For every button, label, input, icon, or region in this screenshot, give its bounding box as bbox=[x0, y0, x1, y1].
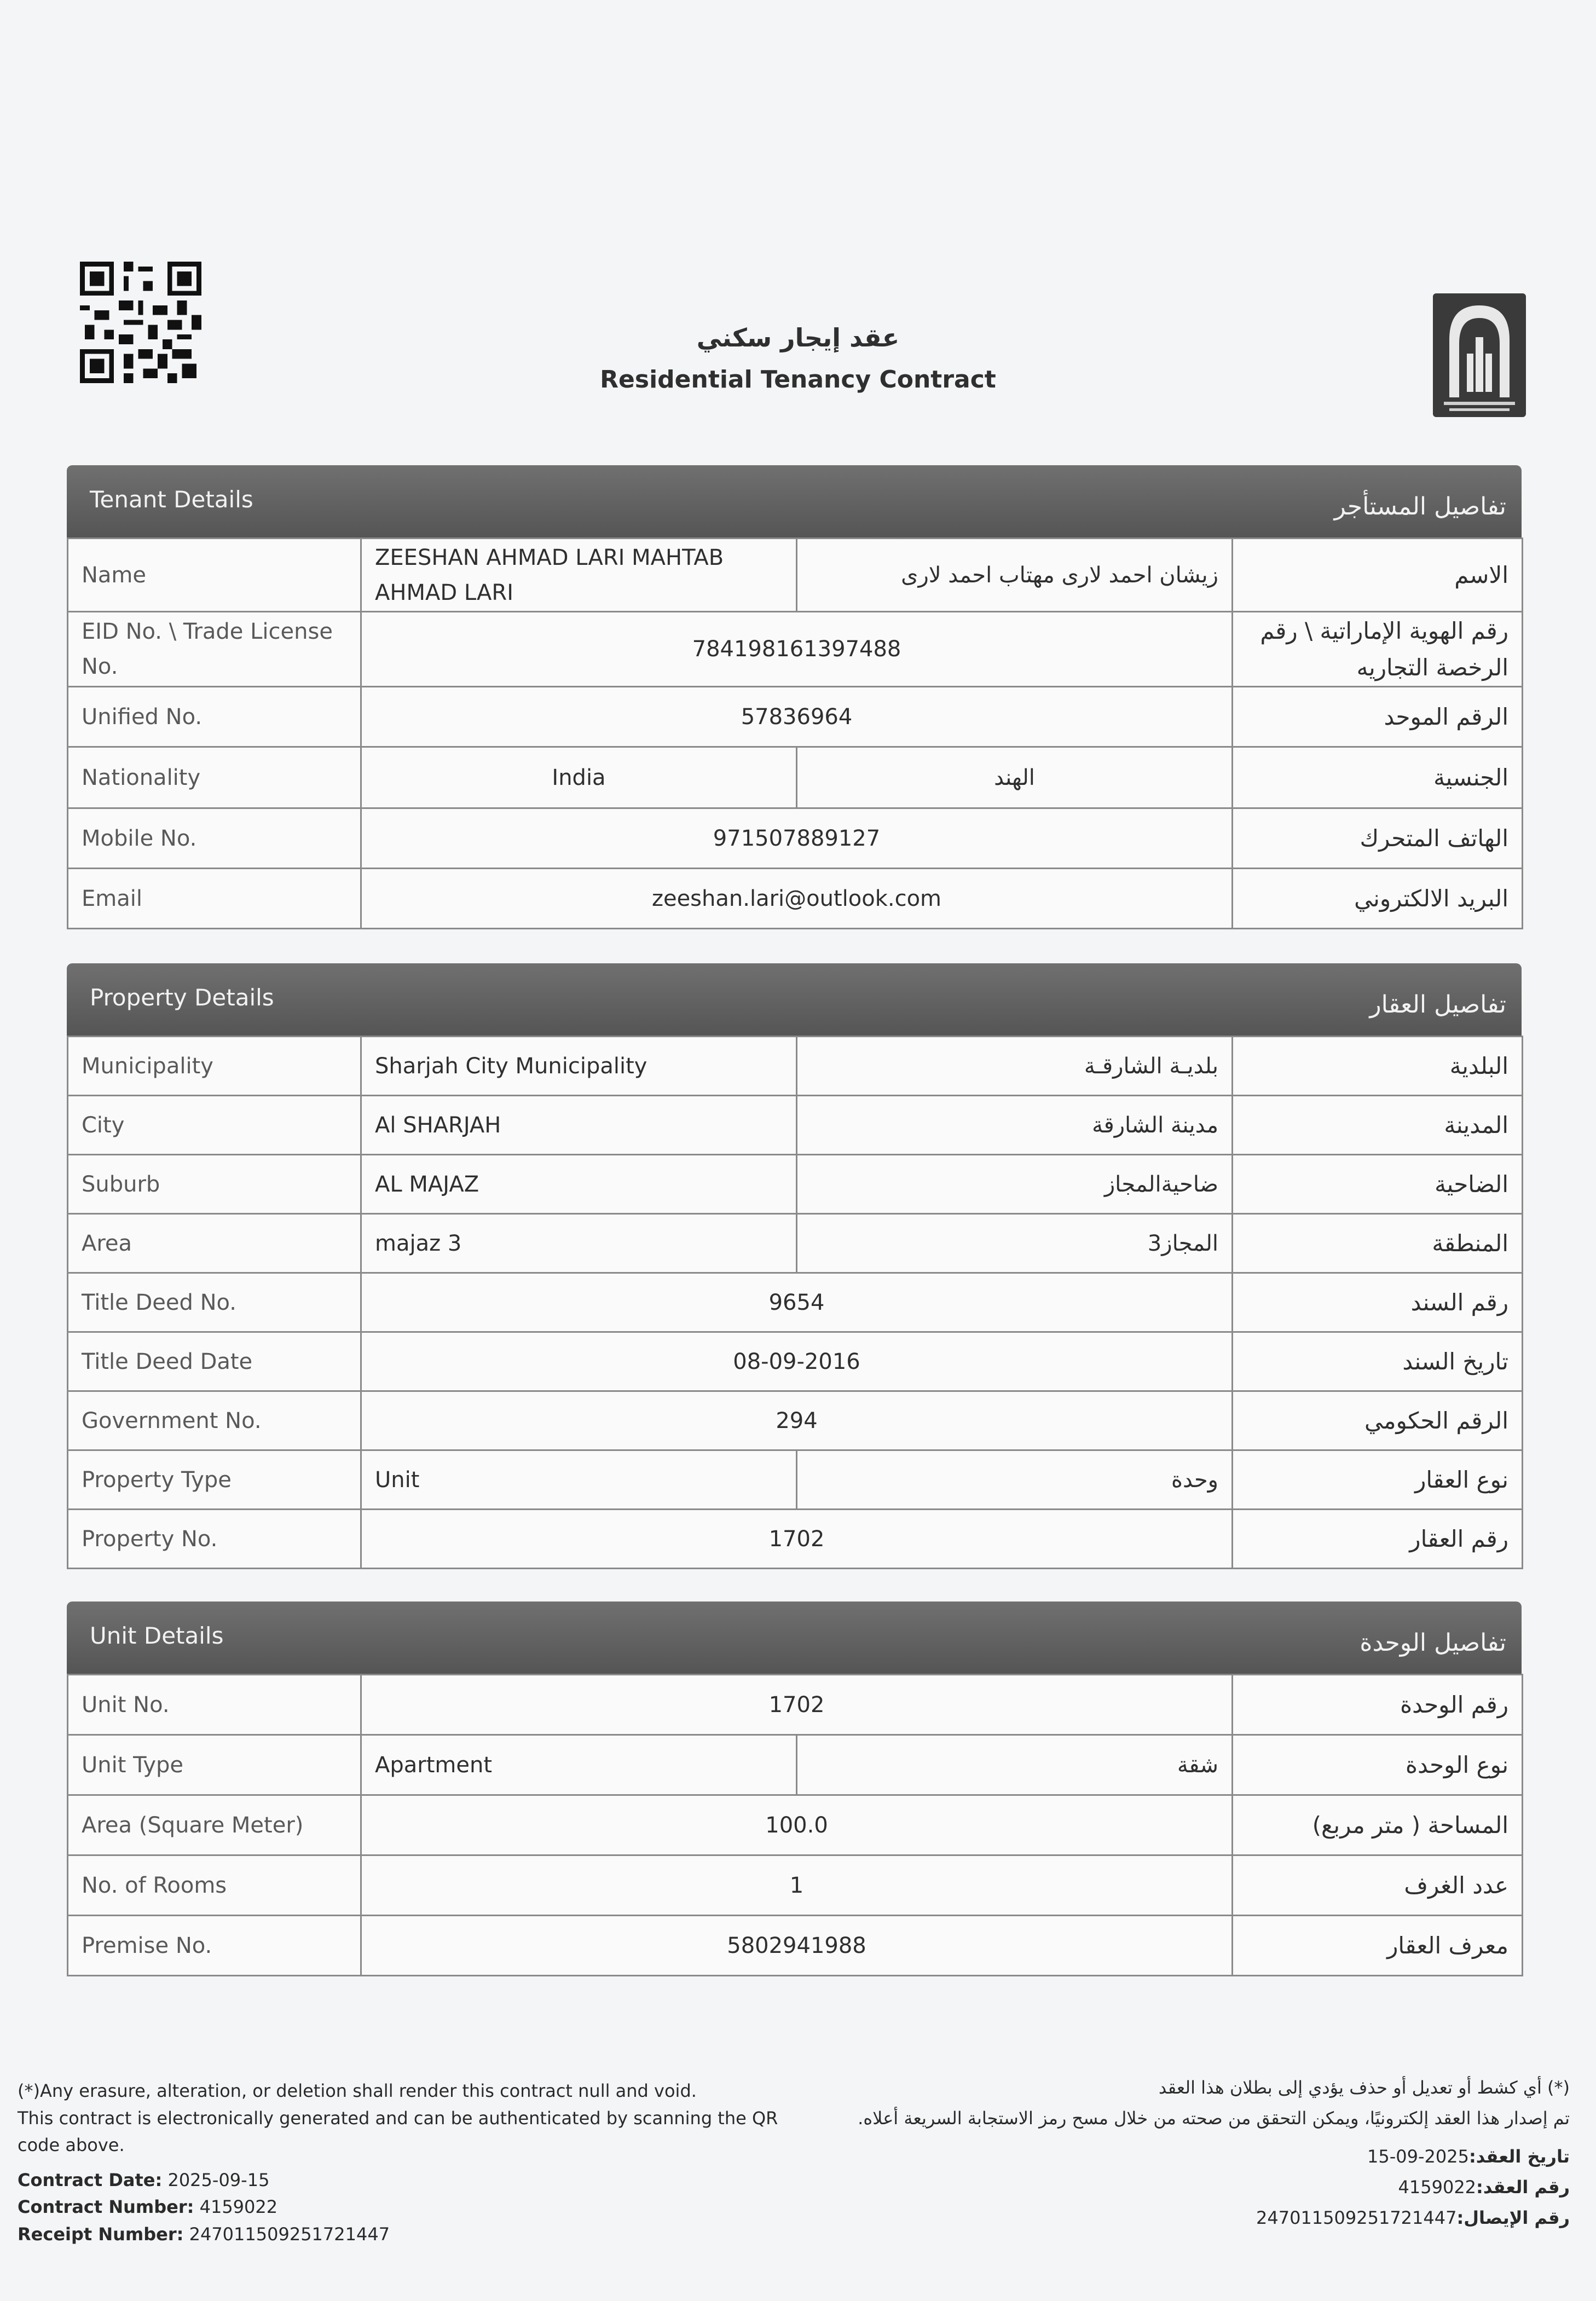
unit-type-value-ar: شقة bbox=[797, 1735, 1233, 1795]
label-ar: الهاتف المتحرك bbox=[1233, 808, 1523, 869]
label-en: Unit Type bbox=[68, 1735, 361, 1795]
label-en: Government No. bbox=[68, 1391, 361, 1450]
unit-details-heading-en: Unit Details bbox=[90, 1622, 224, 1649]
label-ar: رقم الهوية الإماراتية \ رقم الرخصة التجاريه bbox=[1233, 612, 1523, 687]
table-row bbox=[68, 869, 1523, 929]
receipt-number-label: Receipt Number: bbox=[18, 2223, 184, 2245]
table-row bbox=[68, 1391, 1523, 1450]
contract-date-row bbox=[18, 2167, 795, 2194]
label-en: Premise No. bbox=[68, 1916, 361, 1976]
label-en: Property No. bbox=[68, 1510, 361, 1569]
contract-number-row bbox=[18, 2194, 795, 2221]
city-value-ar: مدينة الشارقة bbox=[797, 1096, 1233, 1155]
label-ar: نوع العقار bbox=[1233, 1450, 1523, 1510]
unit-details-header bbox=[67, 1602, 1522, 1674]
eid-value: 784198161397488 bbox=[361, 612, 1233, 687]
qr-code-icon bbox=[80, 262, 201, 383]
table-row bbox=[68, 808, 1523, 869]
label-ar: رقم العقار bbox=[1233, 1510, 1523, 1569]
premise-no-value: 5802941988 bbox=[361, 1916, 1233, 1976]
label-ar: المنطقة bbox=[1233, 1214, 1523, 1273]
table-row bbox=[68, 747, 1523, 808]
footer-arabic bbox=[847, 2072, 1570, 2233]
table-row bbox=[68, 1510, 1523, 1569]
area-value-en: majaz 3 bbox=[361, 1214, 797, 1273]
table-row bbox=[68, 1735, 1523, 1795]
label-ar: البريد الالكتروني bbox=[1233, 869, 1523, 929]
suburb-value-ar: ضاحيةالمجاز bbox=[797, 1155, 1233, 1214]
deed-date-value: 08-09-2016 bbox=[361, 1332, 1233, 1391]
nationality-value-en: India bbox=[361, 747, 797, 808]
label-en: Mobile No. bbox=[68, 808, 361, 869]
label-ar: الجنسية bbox=[1233, 747, 1523, 808]
label-ar: الضاحية bbox=[1233, 1155, 1523, 1214]
deed-no-value: 9654 bbox=[361, 1273, 1233, 1332]
name-value-en: ZEESHAN AHMAD LARI MAHTAB AHMAD LARI bbox=[361, 539, 797, 612]
tenant-details-table bbox=[67, 537, 1523, 929]
mobile-value: 971507889127 bbox=[361, 808, 1233, 869]
email-value: zeeshan.lari@outlook.com bbox=[361, 869, 1233, 929]
label-en: EID No. \ Trade License No. bbox=[68, 612, 361, 687]
municipality-value-en: Sharjah City Municipality bbox=[361, 1037, 797, 1096]
tenant-details-heading-ar: تفاصيل المستأجر bbox=[1334, 493, 1506, 521]
label-en: Title Deed Date bbox=[68, 1332, 361, 1391]
label-en: Email bbox=[68, 869, 361, 929]
label-en: City bbox=[68, 1096, 361, 1155]
authentication-note-en: This contract is electronically generated and can be authenticated by scanning the QR code above. bbox=[18, 2107, 778, 2156]
table-row bbox=[68, 1214, 1523, 1273]
contract-number-label: Contract Number: bbox=[18, 2196, 194, 2218]
contract-date-value-ar: 2025-09-15 bbox=[1367, 2146, 1469, 2167]
title-english: Residential Tenancy Contract bbox=[600, 366, 996, 394]
property-type-value-ar: وحدة bbox=[797, 1450, 1233, 1510]
contract-date-label: Contract Date: bbox=[18, 2169, 163, 2190]
government-no-value: 294 bbox=[361, 1391, 1233, 1450]
authentication-note-ar: تم إصدار هذا العقد إلكترونيًا، ويمكن التحقق من صحته من خلال مسح رمز الاستجابة السريعة أعلاه. bbox=[858, 2108, 1570, 2129]
unit-details-section bbox=[67, 1602, 1522, 1976]
property-details-section bbox=[67, 963, 1522, 1569]
contract-date-label-ar: تاريخ العقد: bbox=[1468, 2146, 1570, 2167]
label-ar: رقم السند bbox=[1233, 1273, 1523, 1332]
tenant-details-section bbox=[67, 465, 1522, 929]
label-en: Unified No. bbox=[68, 687, 361, 747]
label-en: No. of Rooms bbox=[68, 1855, 361, 1916]
name-value-ar: زيشان احمد لارى مهتاب احمد لارى bbox=[797, 539, 1233, 612]
table-row bbox=[68, 1916, 1523, 1976]
receipt-number-row-ar bbox=[847, 2202, 1570, 2233]
label-en: Name bbox=[68, 539, 361, 612]
table-row bbox=[68, 1155, 1523, 1214]
tenant-details-heading-en: Tenant Details bbox=[90, 486, 253, 513]
disclaimer-ar: (*) أي كشط أو تعديل أو حذف يؤدي إلى بطلان هذا العقد bbox=[1158, 2077, 1570, 2098]
label-en: Title Deed No. bbox=[68, 1273, 361, 1332]
label-ar: نوع الوحدة bbox=[1233, 1735, 1523, 1795]
label-en: Suburb bbox=[68, 1155, 361, 1214]
table-row bbox=[68, 1096, 1523, 1155]
property-details-header bbox=[67, 963, 1522, 1036]
receipt-number-row bbox=[18, 2221, 795, 2248]
table-row bbox=[68, 1795, 1523, 1855]
receipt-number-label-ar: رقم الإيصال: bbox=[1456, 2207, 1570, 2228]
label-en: Area (Square Meter) bbox=[68, 1795, 361, 1855]
title-arabic: عقد إيجار سكني bbox=[696, 323, 900, 352]
label-ar: الاسم bbox=[1233, 539, 1523, 612]
unit-details-heading-ar: تفاصيل الوحدة bbox=[1360, 1629, 1506, 1657]
contract-number-value-ar: 4159022 bbox=[1398, 2177, 1477, 2198]
label-ar: المدينة bbox=[1233, 1096, 1523, 1155]
table-row bbox=[68, 1675, 1523, 1735]
disclaimer-en: (*)Any erasure, alteration, or deletion shall render this contract null and void. bbox=[18, 2080, 697, 2101]
area-value-ar: المجاز3 bbox=[797, 1214, 1233, 1273]
unit-type-value-en: Apartment bbox=[361, 1735, 797, 1795]
label-ar: البلدية bbox=[1233, 1037, 1523, 1096]
contract-date-value: 2025-09-15 bbox=[167, 2169, 270, 2190]
contract-meta-en bbox=[18, 2167, 795, 2248]
label-en: Property Type bbox=[68, 1450, 361, 1510]
property-details-table bbox=[67, 1036, 1523, 1569]
label-ar: الرقم الموحد bbox=[1233, 687, 1523, 747]
property-details-heading-en: Property Details bbox=[90, 984, 274, 1011]
property-type-value-en: Unit bbox=[361, 1450, 797, 1510]
unit-no-value: 1702 bbox=[361, 1675, 1233, 1735]
rooms-value: 1 bbox=[361, 1855, 1233, 1916]
unit-details-table bbox=[67, 1674, 1523, 1976]
table-row bbox=[68, 1855, 1523, 1916]
unified-value: 57836964 bbox=[361, 687, 1233, 747]
label-ar: المساحة ( متر مربع) bbox=[1233, 1795, 1523, 1855]
city-value-en: Al SHARJAH bbox=[361, 1096, 797, 1155]
label-ar: معرف العقار bbox=[1233, 1916, 1523, 1976]
label-en: Nationality bbox=[68, 747, 361, 808]
receipt-number-value-ar: 247011509251721447 bbox=[1256, 2207, 1457, 2228]
unit-area-value: 100.0 bbox=[361, 1795, 1233, 1855]
label-ar: رقم الوحدة bbox=[1233, 1675, 1523, 1735]
property-no-value: 1702 bbox=[361, 1510, 1233, 1569]
table-row bbox=[68, 1037, 1523, 1096]
label-en: Unit No. bbox=[68, 1675, 361, 1735]
table-row bbox=[68, 687, 1523, 747]
table-row bbox=[68, 1332, 1523, 1391]
label-ar: تاريخ السند bbox=[1233, 1332, 1523, 1391]
table-row bbox=[68, 612, 1523, 687]
contract-date-row-ar bbox=[847, 2141, 1570, 2172]
footer-english bbox=[18, 2078, 795, 2248]
contract-number-value: 4159022 bbox=[199, 2196, 278, 2218]
label-ar: عدد الغرف bbox=[1233, 1855, 1523, 1916]
table-row bbox=[68, 1450, 1523, 1510]
table-row bbox=[68, 1273, 1523, 1332]
contract-number-label-ar: رقم العقد: bbox=[1476, 2177, 1570, 2198]
table-row bbox=[68, 539, 1523, 612]
municipality-logo-icon bbox=[1433, 293, 1526, 417]
nationality-value-ar: الهند bbox=[797, 747, 1233, 808]
contract-number-row-ar bbox=[847, 2172, 1570, 2202]
municipality-value-ar: بلديـة الشارقـة bbox=[797, 1037, 1233, 1096]
label-ar: الرقم الحكومي bbox=[1233, 1391, 1523, 1450]
contract-meta-ar bbox=[847, 2141, 1570, 2233]
suburb-value-en: AL MAJAZ bbox=[361, 1155, 797, 1214]
label-en: Municipality bbox=[68, 1037, 361, 1096]
receipt-number-value: 247011509251721447 bbox=[189, 2223, 390, 2245]
property-details-heading-ar: تفاصيل العقار bbox=[1369, 991, 1506, 1019]
label-en: Area bbox=[68, 1214, 361, 1273]
tenant-details-header bbox=[67, 465, 1522, 537]
